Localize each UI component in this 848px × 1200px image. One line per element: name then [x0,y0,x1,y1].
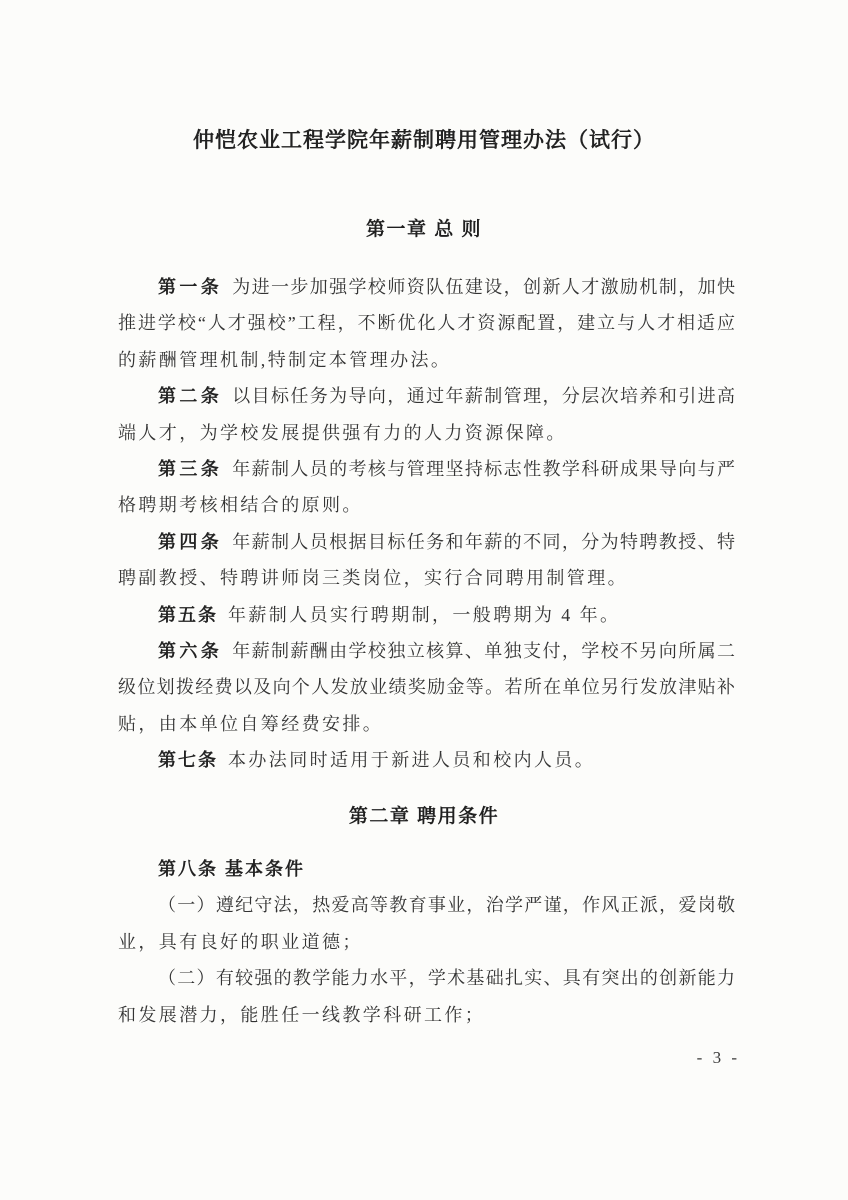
line-text: 年薪制薪酬由学校独立核算、单独支付，学校不另向所属二 [232,640,735,661]
document-line [118,960,735,996]
line-text: 贴，由本单位自筹经费安排。 [118,713,384,734]
article-number: 第二条 [158,386,223,407]
line-text: （二）有较强的教学能力水平，学术基础扎实、具有突出的创新能力 [158,968,735,989]
line-text: 推进学校“人才强校”工程，不断优化人才资源配置，建立与人才相适应 [118,313,735,334]
line-text: 和发展潜力，能胜任一线教学科研工作； [118,1004,486,1025]
chapter-1-body [118,269,735,778]
article-number: 第六条 [158,640,223,661]
line-text: 端人才，为学校发展提供强有力的人力资源保障。 [118,422,567,443]
line-text: 为进一步加强学校师资队伍建设，创新人才激励机制，加快 [232,277,735,297]
line-text: 的薪酬管理机制,特制定本管理办法。 [118,349,452,370]
chapter-1-heading: 第一章 总 则 [365,219,483,240]
document-line [118,524,735,560]
line-text: 业，具有良好的职业道德； [118,931,363,952]
article-number: 第八条 基本条件 [158,859,306,879]
document-line [118,487,735,523]
document-line [118,742,735,778]
document-line [118,924,735,960]
document-line [118,669,735,705]
line-text: 本办法同时适用于新进人员和校内人员。 [228,750,596,771]
chapter-2-body [118,851,735,1033]
document-line [118,887,735,923]
document-line [118,342,735,378]
page-number: - 3 - [696,1048,740,1067]
document-line [118,560,735,596]
line-text: （一）遵纪守法，热爱高等教育事业，治学严谨，作风正派，爱岗敬 [158,895,735,916]
chapter-2-heading: 第二章 聘用条件 [348,806,500,827]
document-line [118,269,735,305]
document-line [118,451,735,487]
line-text: 年薪制人员实行聘期制，一般聘期为 4 年。 [228,604,621,625]
document-line [118,415,735,451]
line-text: 年薪制人员根据目标任务和年薪的不同，分为特聘教授、特 [232,531,735,552]
article-number: 第一条 [158,277,223,297]
line-text: 级位划拨经费以及向个人发放业绩奖励金等。若所在单位另行发放津贴补 [118,677,735,698]
document-line [118,597,735,633]
document-line [118,851,735,887]
line-text: 聘副教授、特聘讲师岗三类岗位，实行合同聘用制管理。 [118,568,628,589]
article-number: 第三条 [158,458,223,479]
line-text: 格聘期考核相结合的原则。 [118,495,363,516]
document-line [118,706,735,742]
document-line [118,633,735,669]
document-line [118,305,735,341]
document-line [118,997,735,1033]
line-text: 以目标任务为导向，通过年薪制管理，分层次培养和引进高 [232,386,735,407]
line-text: 年薪制人员的考核与管理坚持标志性教学科研成果导向与严 [232,458,735,479]
document-title: 仲恺农业工程学院年薪制聘用管理办法（试行） [193,129,655,152]
article-number: 第四条 [158,531,223,552]
article-number: 第五条 [158,604,218,625]
document-line [118,378,735,414]
article-number: 第七条 [158,750,218,771]
